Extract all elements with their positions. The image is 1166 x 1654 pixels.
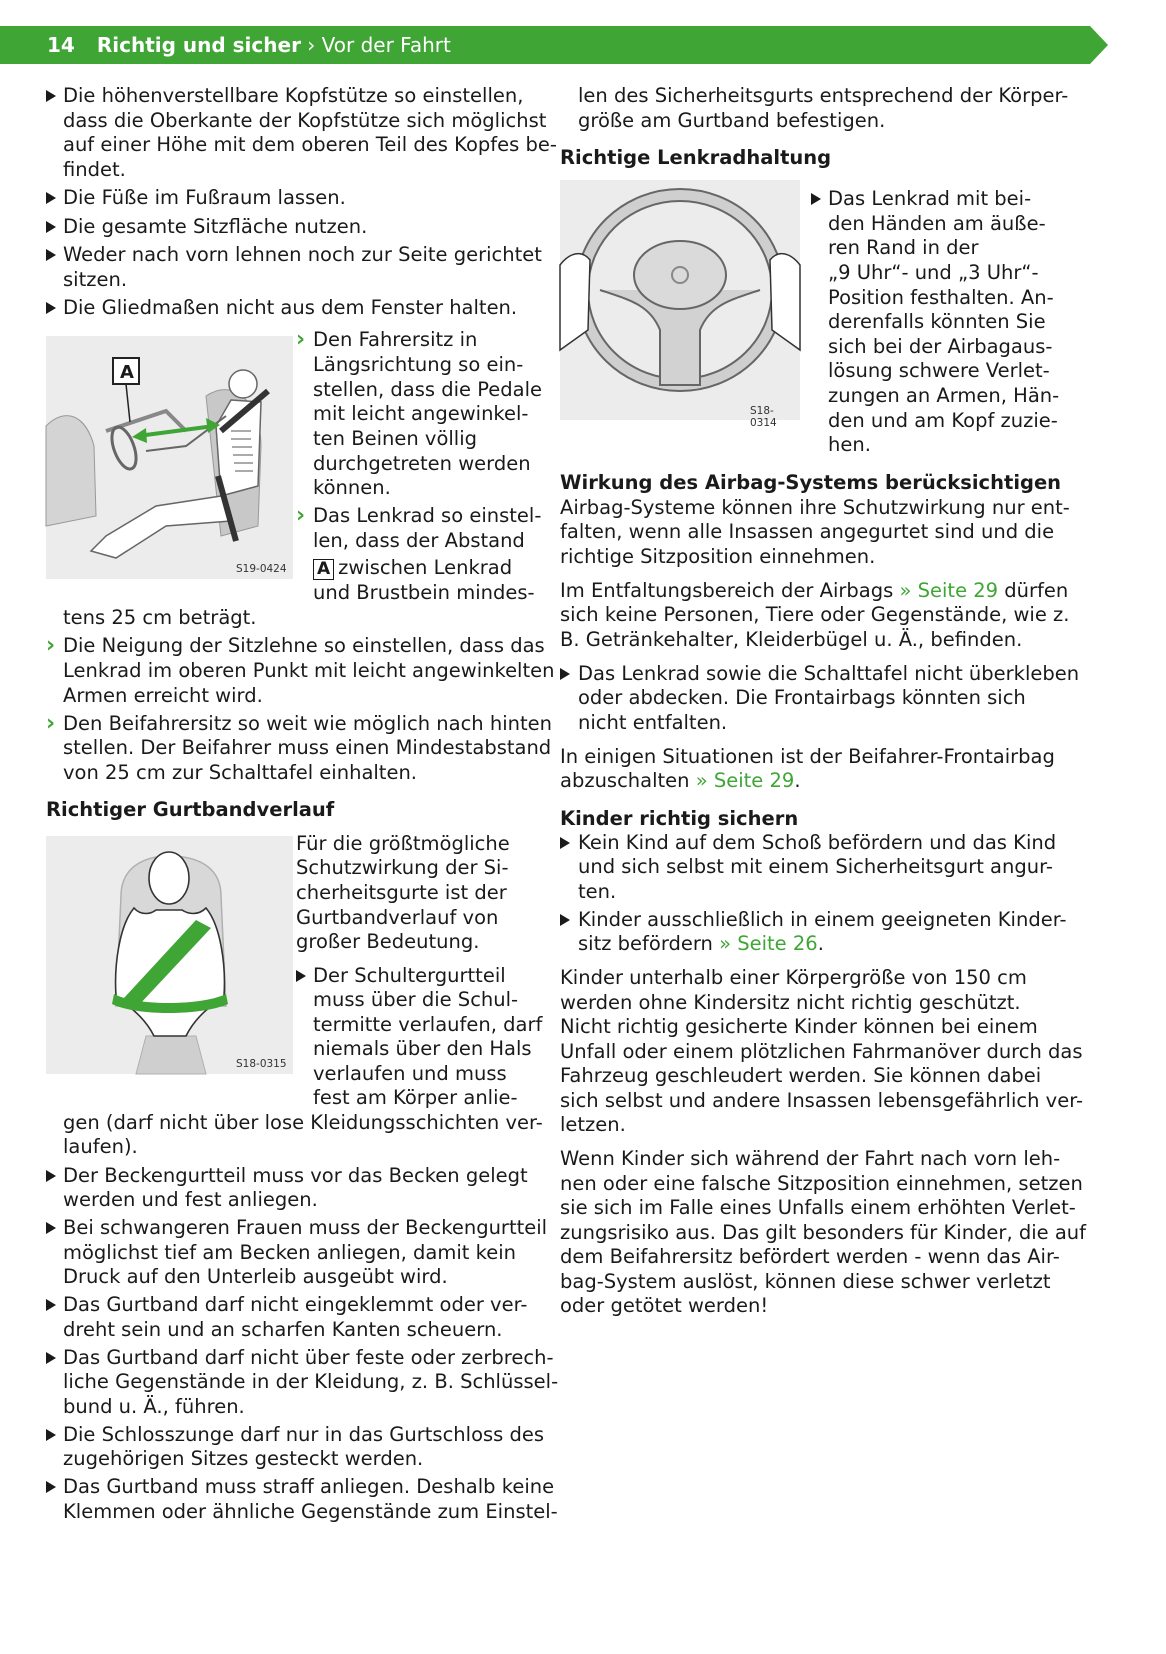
text-line: sie sich im Falle eines Unfalls einem erhöhten Verlet- — [560, 1196, 1076, 1219]
text-line: sitz befördern » Seite 26. — [578, 932, 824, 955]
text-line: Klemmen oder ähnliche Gegenstände zum Einstel- — [63, 1500, 558, 1523]
bullet-icon — [46, 1170, 56, 1182]
text-line: den Händen am äuße- — [828, 212, 1046, 235]
bullet-icon — [46, 1429, 56, 1441]
text-line: nen oder eine falsche Sitzposition einnehmen, setzen — [560, 1172, 1083, 1195]
text-line: len, dass der Abstand — [313, 529, 525, 552]
step-chevron-icon: › — [296, 503, 306, 528]
figure-label: A — [120, 362, 134, 383]
text-line: werden ohne Kindersitz nicht richtig geschützt. — [560, 991, 1021, 1014]
text-line: termitte verlaufen, darf — [313, 1013, 543, 1036]
text-line: und Brustbein mindes- — [313, 581, 535, 604]
text-line: durchgetreten werden — [313, 452, 531, 475]
text-line: letzen. — [560, 1113, 626, 1136]
bullet-icon — [560, 668, 570, 680]
header-arrow-tip — [1090, 26, 1108, 64]
text-line: ten Beinen völlig — [313, 427, 478, 450]
text-line: Das Gurtband darf nicht eingeklemmt oder ver- — [63, 1293, 528, 1316]
text-line: richtige Sitzposition einnehmen. — [560, 545, 876, 568]
text-line: stellen. Der Beifahrer muss einen Mindestabstand — [63, 736, 552, 759]
text-line: falten, wenn alle Insassen angegurtet sind und die — [560, 520, 1055, 543]
text-line: bag-System auslöst, können diese schwer verletzt — [560, 1270, 1051, 1293]
figure-driver-seat — [46, 336, 293, 579]
figure-code: S18-0314 — [750, 405, 777, 429]
section-heading: Richtige Lenkradhaltung — [560, 146, 832, 169]
page-link[interactable]: » Seite 26 — [719, 932, 818, 955]
text-line: A zwischen Lenkrad — [313, 555, 512, 581]
text-line: zungen an Armen, Hän- — [828, 384, 1060, 407]
text-line: den und am Kopf zuzie- — [828, 409, 1058, 432]
text-line: von 25 cm zur Schalttafel einhalten. — [63, 761, 418, 784]
text-line: dem Beifahrersitz befördert werden - wenn das Air- — [560, 1245, 1060, 1268]
bullet-icon — [46, 1481, 56, 1493]
text-line: Armen erreicht wird. — [63, 684, 263, 707]
text-line: sich selbst und andere Insassen lebensgefährlich ver- — [560, 1089, 1083, 1112]
text-line: verlaufen und muss — [313, 1062, 507, 1085]
text-line: bund u. Ä., führen. — [63, 1395, 245, 1418]
text-line: Für die größtmögliche — [296, 832, 510, 855]
text-line: Der Schultergurtteil — [313, 964, 506, 987]
section-heading: Richtiger Gurtbandverlauf — [46, 798, 335, 821]
step-chevron-icon: › — [46, 633, 56, 658]
bullet-icon — [46, 90, 56, 102]
text-line: gen (darf nicht über lose Kleidungsschichten ver- — [63, 1111, 543, 1134]
text-line: liche Gegenstände in der Kleidung, z. B. Schlüssel- — [63, 1370, 559, 1393]
text-line: tens 25 cm beträgt. — [63, 606, 257, 629]
page-link[interactable]: » Seite 29 — [695, 769, 795, 792]
text-line: oder getötet werden! — [560, 1294, 769, 1317]
bullet-icon — [296, 970, 306, 982]
page-number: 14 — [47, 33, 75, 57]
seat-belt-illustration — [46, 836, 293, 1074]
text-line: stellen, dass die Pedale — [313, 378, 543, 401]
text-line: Die Schlosszunge darf nur in das Gurtschloss des — [63, 1423, 545, 1446]
text-line: Längsrichtung so ein- — [313, 353, 524, 376]
text-line: Nicht richtig gesicherte Kinder können bei einem — [560, 1015, 1038, 1038]
text-line: Den Fahrersitz in — [313, 328, 478, 351]
text-line: sich bei der Airbagaus- — [828, 335, 1053, 358]
text-line: Bei schwangeren Frauen muss der Beckengurtteil — [63, 1216, 548, 1239]
text-line: Das Gurtband darf nicht über feste oder zerbrech- — [63, 1346, 554, 1369]
bullet-icon — [46, 1222, 56, 1234]
text-line: möglichst tief am Becken anliegen, damit kein — [63, 1241, 516, 1264]
subsection-title: › Vor der Fahrt — [307, 33, 451, 57]
text-line: Das Gurtband muss straff anliegen. Deshalb keine — [63, 1475, 555, 1498]
label-a-box: A — [313, 559, 334, 580]
text-line: mit leicht angewinkel- — [313, 402, 529, 425]
text-line: laufen). — [63, 1135, 138, 1158]
figure-code: S19-0424 — [236, 563, 287, 575]
figure-code: S18-0315 — [236, 1058, 287, 1070]
text-line: oder abdecken. Die Frontairbags könnten sich — [578, 686, 1026, 709]
text-line: Das Lenkrad so einstel- — [313, 504, 542, 527]
text-line: nicht entfalten. — [578, 711, 728, 734]
text-line: In einigen Situationen ist der Beifahrer-Frontairbag — [560, 745, 1055, 768]
text-line: len des Sicherheitsgurts entsprechend der Körper- — [578, 84, 1069, 107]
text-line: derenfalls könnten Sie — [828, 310, 1046, 333]
text-line: Wenn Kinder sich während der Fahrt nach vorn leh- — [560, 1147, 1061, 1170]
text-line: auf einer Höhe mit dem oberen Teil des Kopfes be- — [63, 133, 557, 156]
figure-seat-belt — [46, 836, 293, 1074]
text-line: werden und fest anliegen. — [63, 1188, 318, 1211]
text-line: abzuschalten » Seite 29. — [560, 769, 801, 792]
text-line: ten. — [578, 880, 617, 903]
text-line: größe am Gurtband befestigen. — [578, 109, 886, 132]
text-line: sich keine Personen, Tiere oder Gegenstände, wie z. — [560, 603, 1070, 626]
text-line: dass die Oberkante der Kopfstütze sich möglichst — [63, 109, 547, 132]
text-line: zungsrisiko aus. Das gilt besonders für Kinder, die auf — [560, 1221, 1087, 1244]
text-line: cherheitsgurte ist der — [296, 881, 507, 904]
bullet-icon — [560, 914, 570, 926]
text-line: Die höhenverstellbare Kopfstütze so einstellen, — [63, 84, 524, 107]
bullet-icon — [811, 193, 821, 205]
text-line: Den Beifahrersitz so weit wie möglich nach hinten — [63, 712, 552, 735]
text-line: Die gesamte Sitzfläche nutzen. — [63, 215, 368, 238]
text-line: B. Getränkehalter, Kleiderbügel u. Ä., befinden. — [560, 628, 1023, 651]
text-line: zugehörigen Sitzes gesteckt werden. — [63, 1447, 424, 1470]
section-heading: Wirkung des Airbag-Systems berücksichtigen — [560, 471, 1062, 494]
section-title: Richtig und sicher — [96, 33, 301, 57]
text-line: Druck auf den Unterleib ausgeübt wird. — [63, 1265, 448, 1288]
text-line: Die Neigung der Sitzlehne so einstellen, dass das — [63, 634, 545, 657]
header-text — [47, 32, 451, 58]
text-line: Schutzwirkung der Si- — [296, 856, 509, 879]
text-line: Im Entfaltungsbereich der Airbags » Seite 29 dürfen — [560, 579, 1069, 602]
bullet-icon — [46, 221, 56, 233]
bullet-icon — [46, 1299, 56, 1311]
text-line: Weder nach vorn lehnen noch zur Seite gerichtet — [63, 243, 542, 266]
text-line: Das Lenkrad sowie die Schalttafel nicht überkleben — [578, 662, 1080, 685]
text-line: großer Bedeutung. — [296, 930, 480, 953]
figure-steering-wheel — [560, 180, 800, 429]
page-link[interactable]: » Seite 29 — [899, 579, 999, 602]
text-line: Die Füße im Fußraum lassen. — [63, 186, 346, 209]
step-chevron-icon: › — [296, 327, 306, 352]
text-line: dreht sein und an scharfen Kanten scheuern. — [63, 1318, 503, 1341]
steering-wheel-illustration — [560, 180, 800, 420]
text-line: Die Gliedmaßen nicht aus dem Fenster halten. — [63, 296, 518, 319]
text-line: Lenkrad im oberen Punkt mit leicht angewinkelten — [63, 659, 555, 682]
text-line: Gurtbandverlauf von — [296, 906, 499, 929]
text-line: Airbag-Systeme können ihre Schutzwirkung nur ent- — [560, 496, 1070, 519]
bullet-icon — [46, 249, 56, 261]
text-line: können. — [313, 476, 391, 499]
text-line: niemals über den Hals — [313, 1037, 532, 1060]
text-line: Position festhalten. An- — [828, 286, 1054, 309]
text-line: „9 Uhr“- und „3 Uhr“- — [828, 261, 1039, 284]
text-line: Kinder unterhalb einer Körpergröße von 150 cm — [560, 966, 1027, 989]
page-header — [0, 26, 1110, 64]
text-line: Kein Kind auf dem Schoß befördern und das Kind — [578, 831, 1057, 854]
bullet-icon — [46, 192, 56, 204]
text-line: Das Lenkrad mit bei- — [828, 187, 1032, 210]
text-line: Kinder ausschließlich in einem geeigneten Kinder- — [578, 908, 1067, 931]
text-line: hen. — [828, 433, 871, 456]
step-chevron-icon: › — [46, 711, 56, 736]
text-line: ren Rand in der — [828, 236, 979, 259]
text-line: fest am Körper anlie- — [313, 1086, 518, 1109]
bullet-icon — [560, 837, 570, 849]
bullet-icon — [46, 1352, 56, 1364]
driver-seat-illustration — [46, 336, 293, 579]
bullet-icon — [46, 302, 56, 314]
text-line: Unfall oder einem plötzlichen Fahrmanöver durch das — [560, 1040, 1083, 1063]
text-line: lösung schwere Verlet- — [828, 359, 1050, 382]
text-line: Der Beckengurtteil muss vor das Becken gelegt — [63, 1164, 528, 1187]
text-line: findet. — [63, 158, 126, 181]
section-heading: Kinder richtig sichern — [560, 807, 799, 830]
text-line: sitzen. — [63, 268, 128, 291]
text-line: muss über die Schul- — [313, 988, 519, 1011]
text-line: und sich selbst mit einem Sicherheitsgurt angur- — [578, 855, 1053, 878]
text-line: Fahrzeug geschleudert werden. Sie können dabei — [560, 1064, 1042, 1087]
